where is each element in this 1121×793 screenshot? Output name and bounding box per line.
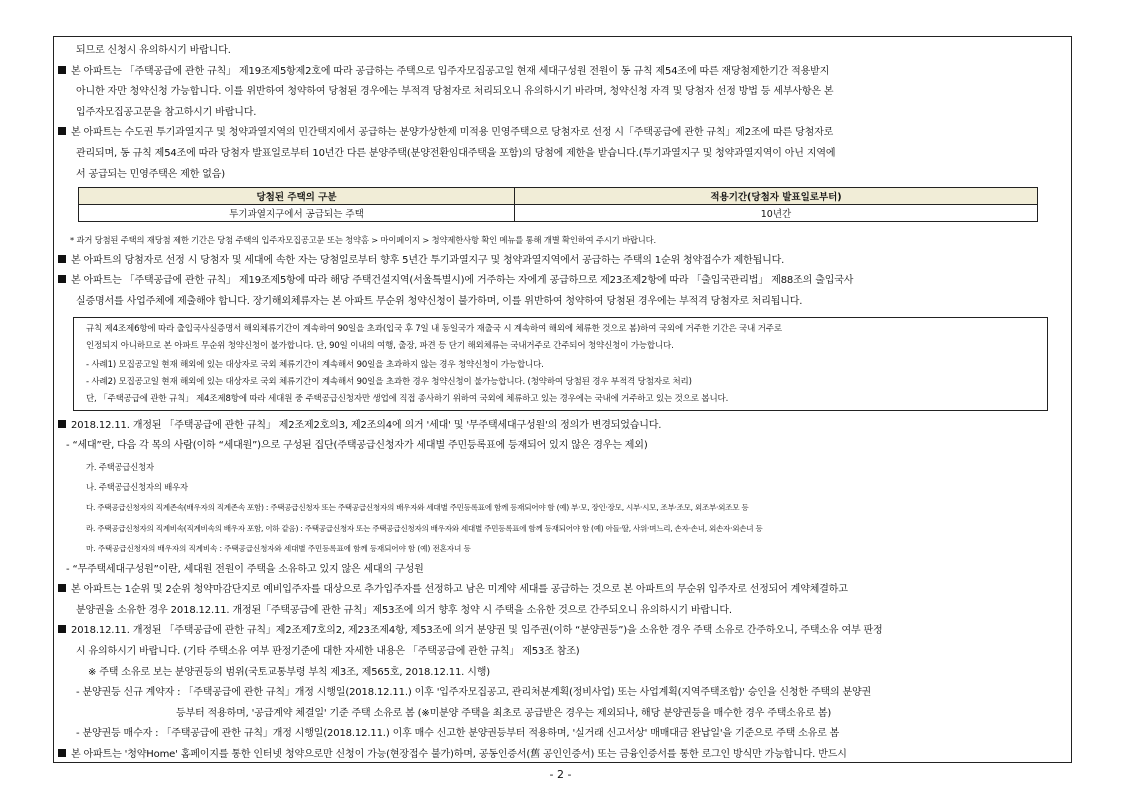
table-cell: 10년간 (515, 205, 1038, 222)
box-line: - 사례1) 모집공고일 현재 해외에 있는 대상자로 국외 체류기간이 계속해서 90일을 초과하지 않는 경우 청약신청이 가능합니다. (86, 359, 544, 370)
bullet-line: 본 아파트는 '청약Home' 홈페이지를 통한 인터넷 청약으로만 신청이 가능(현장접수 불가)하며, 공동인증서(舊 공인인증서) 또는 금융인증서를 통한 로그인 방식만 가능합니다. 반드시 (58, 745, 1065, 766)
text-line: - 분양권등 신규 계약자 : 「주택공급에 관한 규칙」개정 시행일(2018.12.11.) 이후 '입주자모집공고, 관리처분계획(정비사업) 또는 사업계획(지역주택조합)' 승인을 신청한 주택의 분양권 (76, 687, 872, 699)
square-bullet-icon (58, 584, 66, 592)
note-line: * 과거 당첨된 주택의 재당첨 제한 기간은 당첨 주택의 입주자모집공고문 또는 청약홈 > 마이페이지 > 청약제한사항 확인 메뉴를 통해 개별 확인하여 주시기 바랍니다. (70, 235, 657, 246)
square-bullet-icon (58, 66, 66, 74)
bullet-line: 본 아파트는 1순위 및 2순위 청약마감단지로 예비입주자를 대상으로 추가입주자를 선정하고 남은 미계약 세대를 공급하는 것으로 본 아파트의 무순위 입주자로 선정되어 계약체결하고 (58, 580, 1065, 601)
box-line: 규칙 제4조제6항에 따라 출입국사실증명서 해외체류기간이 계속하여 90일을 초과(입국 후 7일 내 동일국가 재출국 시 계속하여 해외에 체류한 것으로 봄)하여 국외에 거주한 기간은 국내 거주로 (86, 323, 782, 334)
document-content (58, 41, 1065, 766)
text-line: 마. 주택공급신청자의 배우자의 직계비속 : 주택공급신청자와 세대별 주민등록표에 함께 등재되어야 함 (예) 전혼자녀 등 (86, 544, 471, 554)
text-line: - “세대”란, 다음 각 목의 사람(이하 “세대원”)으로 구성된 집단(주택공급신청자가 세대별 주민등록표에 등재되어 있지 않은 경우는 제외) (66, 440, 648, 452)
bullet-line: 본 아파트는 수도권 투기과열지구 및 청약과열지역의 민간택지에서 공급하는 분양가상한제 미적용 민영주택으로 당첨자로 선정 시「주택공급에 관한 규칙」제2조에 따른 당첨자로 (58, 123, 1065, 144)
bullet-line: 2018.12.11. 개정된 「주택공급에 관한 규칙」제2조제7호의2, 제23조제4항, 제53조에 의거 분양권 및 입주권(이하 “분양권등”)을 소유한 경우 주택 소유로 간주하오니, 주택소유 여부 판정 (58, 621, 1065, 642)
text-line: - “무주택세대구성원”이란, 세대원 전원이 주택을 소유하고 있지 않은 세대의 구성원 (66, 563, 424, 575)
text-line: ※ 주택 소유로 보는 분양권등의 범위(국토교통부령 부칙 제3조, 제565호, 2018.12.11. 시행) (88, 666, 490, 678)
text-line: 가. 주택공급신청자 (86, 461, 154, 472)
document-frame (53, 36, 1072, 763)
square-bullet-icon (58, 255, 66, 263)
text-line: 서 공급되는 민영주택은 제한 없음) (76, 168, 226, 180)
bullet-line: 2018.12.11. 개정된 「주택공급에 관한 규칙」 제2조제2호의3, 제2조의4에 의거 '세대' 및 '무주택세대구성원'의 정의가 변경되었습니다. (58, 416, 1065, 437)
page-number: - 2 - (549, 768, 572, 781)
square-bullet-icon (58, 625, 66, 633)
text-line: 나. 주택공급신청자의 배우자 (86, 482, 188, 493)
text-line: 분양권을 소유한 경우 2018.12.11. 개정된「주택공급에 관한 규칙」제53조에 의거 향후 청약 시 주택을 소유한 것으로 간주되오니 유의하시기 바랍니다. (76, 604, 732, 616)
table-cell: 투기과열지구에서 공급되는 주택 (79, 205, 515, 222)
text-line: 관리되며, 동 규칙 제54조에 따라 당첨자 발표일로부터 10년간 다른 분양주택(분양전환임대주택을 포함)의 당첨에 제한을 받습니다.(투기과열지구 및 청약과열지역이 아닌 지역에 (76, 147, 836, 159)
box-line: - 사례2) 모집공고일 현재 해외에 있는 대상자로 국외 체류기간이 계속해서 90일을 초과한 경우 청약신청이 불가능합니다. (청약하여 당첨된 경우 부적격 당첨자로 처리) (86, 376, 692, 387)
box-line: 단, 「주택공급에 관한 규칙」 제4조제8항에 따라 세대원 중 주택공급신청자만 생업에 직접 종사하기 위하여 국외에 체류하고 있는 경우에는 국내에 거주하고 있는 것으로 봅니다. (86, 393, 729, 404)
overseas-notice-box (73, 317, 1048, 411)
square-bullet-icon (58, 275, 66, 283)
text-line: 등부터 적용하며, '공급계약 체결일' 기준 주택 소유로 봄 (※미분양 주택을 최초로 공급받은 경우는 제외되나, 해당 분양권등을 매수한 경우 주택소유로 봄) (176, 707, 832, 719)
restriction-table (78, 187, 1038, 222)
text-line: 시 유의하시기 바랍니다. (기타 주택소유 여부 판정기준에 대한 자세한 내용은 「주택공급에 관한 규칙」 제53조 참조) (76, 646, 580, 658)
bullet-line: 본 아파트는 「주택공급에 관한 규칙」 제19조제5항제2호에 따라 공급하는 주택으로 입주자모집공고일 현재 세대구성원 전원이 동 규칙 제54조에 따른 재당첨제한기간 적용받지 (58, 62, 1065, 83)
text-line: 라. 주택공급신청자의 직계비속(직계비속의 배우자 포함, 이하 같음) : 주택공급신청자 또는 주택공급신청자의 배우자와 세대별 주민등록표에 함께 등재되어야 함 (예) 아들·딸, 사위·며느리, 손자·손녀, 외손자·외손녀 등 (86, 523, 763, 533)
text-line: 실증명서를 사업주체에 제출해야 합니다. 장기해외체류자는 본 아파트 무순위 청약신청이 불가하며, 이를 위반하여 청약하여 당첨된 경우에는 부적격 당첨자로 처리됩니다. (76, 295, 803, 307)
bullet-line: 본 아파트는 「주택공급에 관한 규칙」 제19조제5항에 따라 해당 주택건설지역(서울특별시)에 거주하는 자에게 공급하므로 제23조제2항에 따라 「출입국관리법」 제88조의 출입국사 (58, 271, 1065, 292)
square-bullet-icon (58, 127, 66, 135)
text-line: 다. 주택공급신청자의 직계존속(배우자의 직계존속 포함) : 주택공급신청자 또는 주택공급신청자의 배우자와 세대별 주민등록표에 함께 등재되어야 함 (예) 부·모, 장인·장모, 시부·시모, 조부·조모, 외조부·외조모 등 (86, 502, 749, 512)
table-header: 당첨된 주택의 구분 (79, 188, 515, 205)
box-line: 인정되지 아니하므로 본 아파트 무순위 청약신청이 불가합니다. 단, 90일 이내의 여행, 출장, 파견 등 단기 해외체류는 국내거주로 간주되어 청약신청이 가능합니다. (86, 340, 674, 351)
square-bullet-icon (58, 749, 66, 757)
text-line: - 분양권등 매수자 : 「주택공급에 관한 규칙」개정 시행일(2018.12.11.) 이후 매수 신고한 분양권등부터 적용하며, '실거래 신고서상' 매매대금 완납일'을 기준으로 주택 소유로 봄 (76, 728, 840, 740)
square-bullet-icon (58, 420, 66, 428)
bullet-line: 본 아파트의 당첨자로 선정 시 당첨자 및 세대에 속한 자는 당첨일로부터 향후 5년간 투기과열지구 및 청약과열지역에서 공급하는 주택의 1순위 청약접수가 제한됩니다. (58, 251, 1065, 272)
table-header: 적용기간(당첨자 발표일로부터) (515, 188, 1038, 205)
text-line: 되므로 신청시 유의하시기 바랍니다. (76, 45, 231, 56)
text-line: 입주자모집공고문을 참고하시기 바랍니다. (76, 106, 257, 118)
text-line: 아니한 자만 청약신청 가능합니다. 이를 위반하여 청약하여 당첨된 경우에는 부적격 당첨자로 처리되오니 유의하시기 바라며, 청약신청 자격 및 당첨자 선정 방법 등 세부사항은 본 (76, 86, 834, 98)
